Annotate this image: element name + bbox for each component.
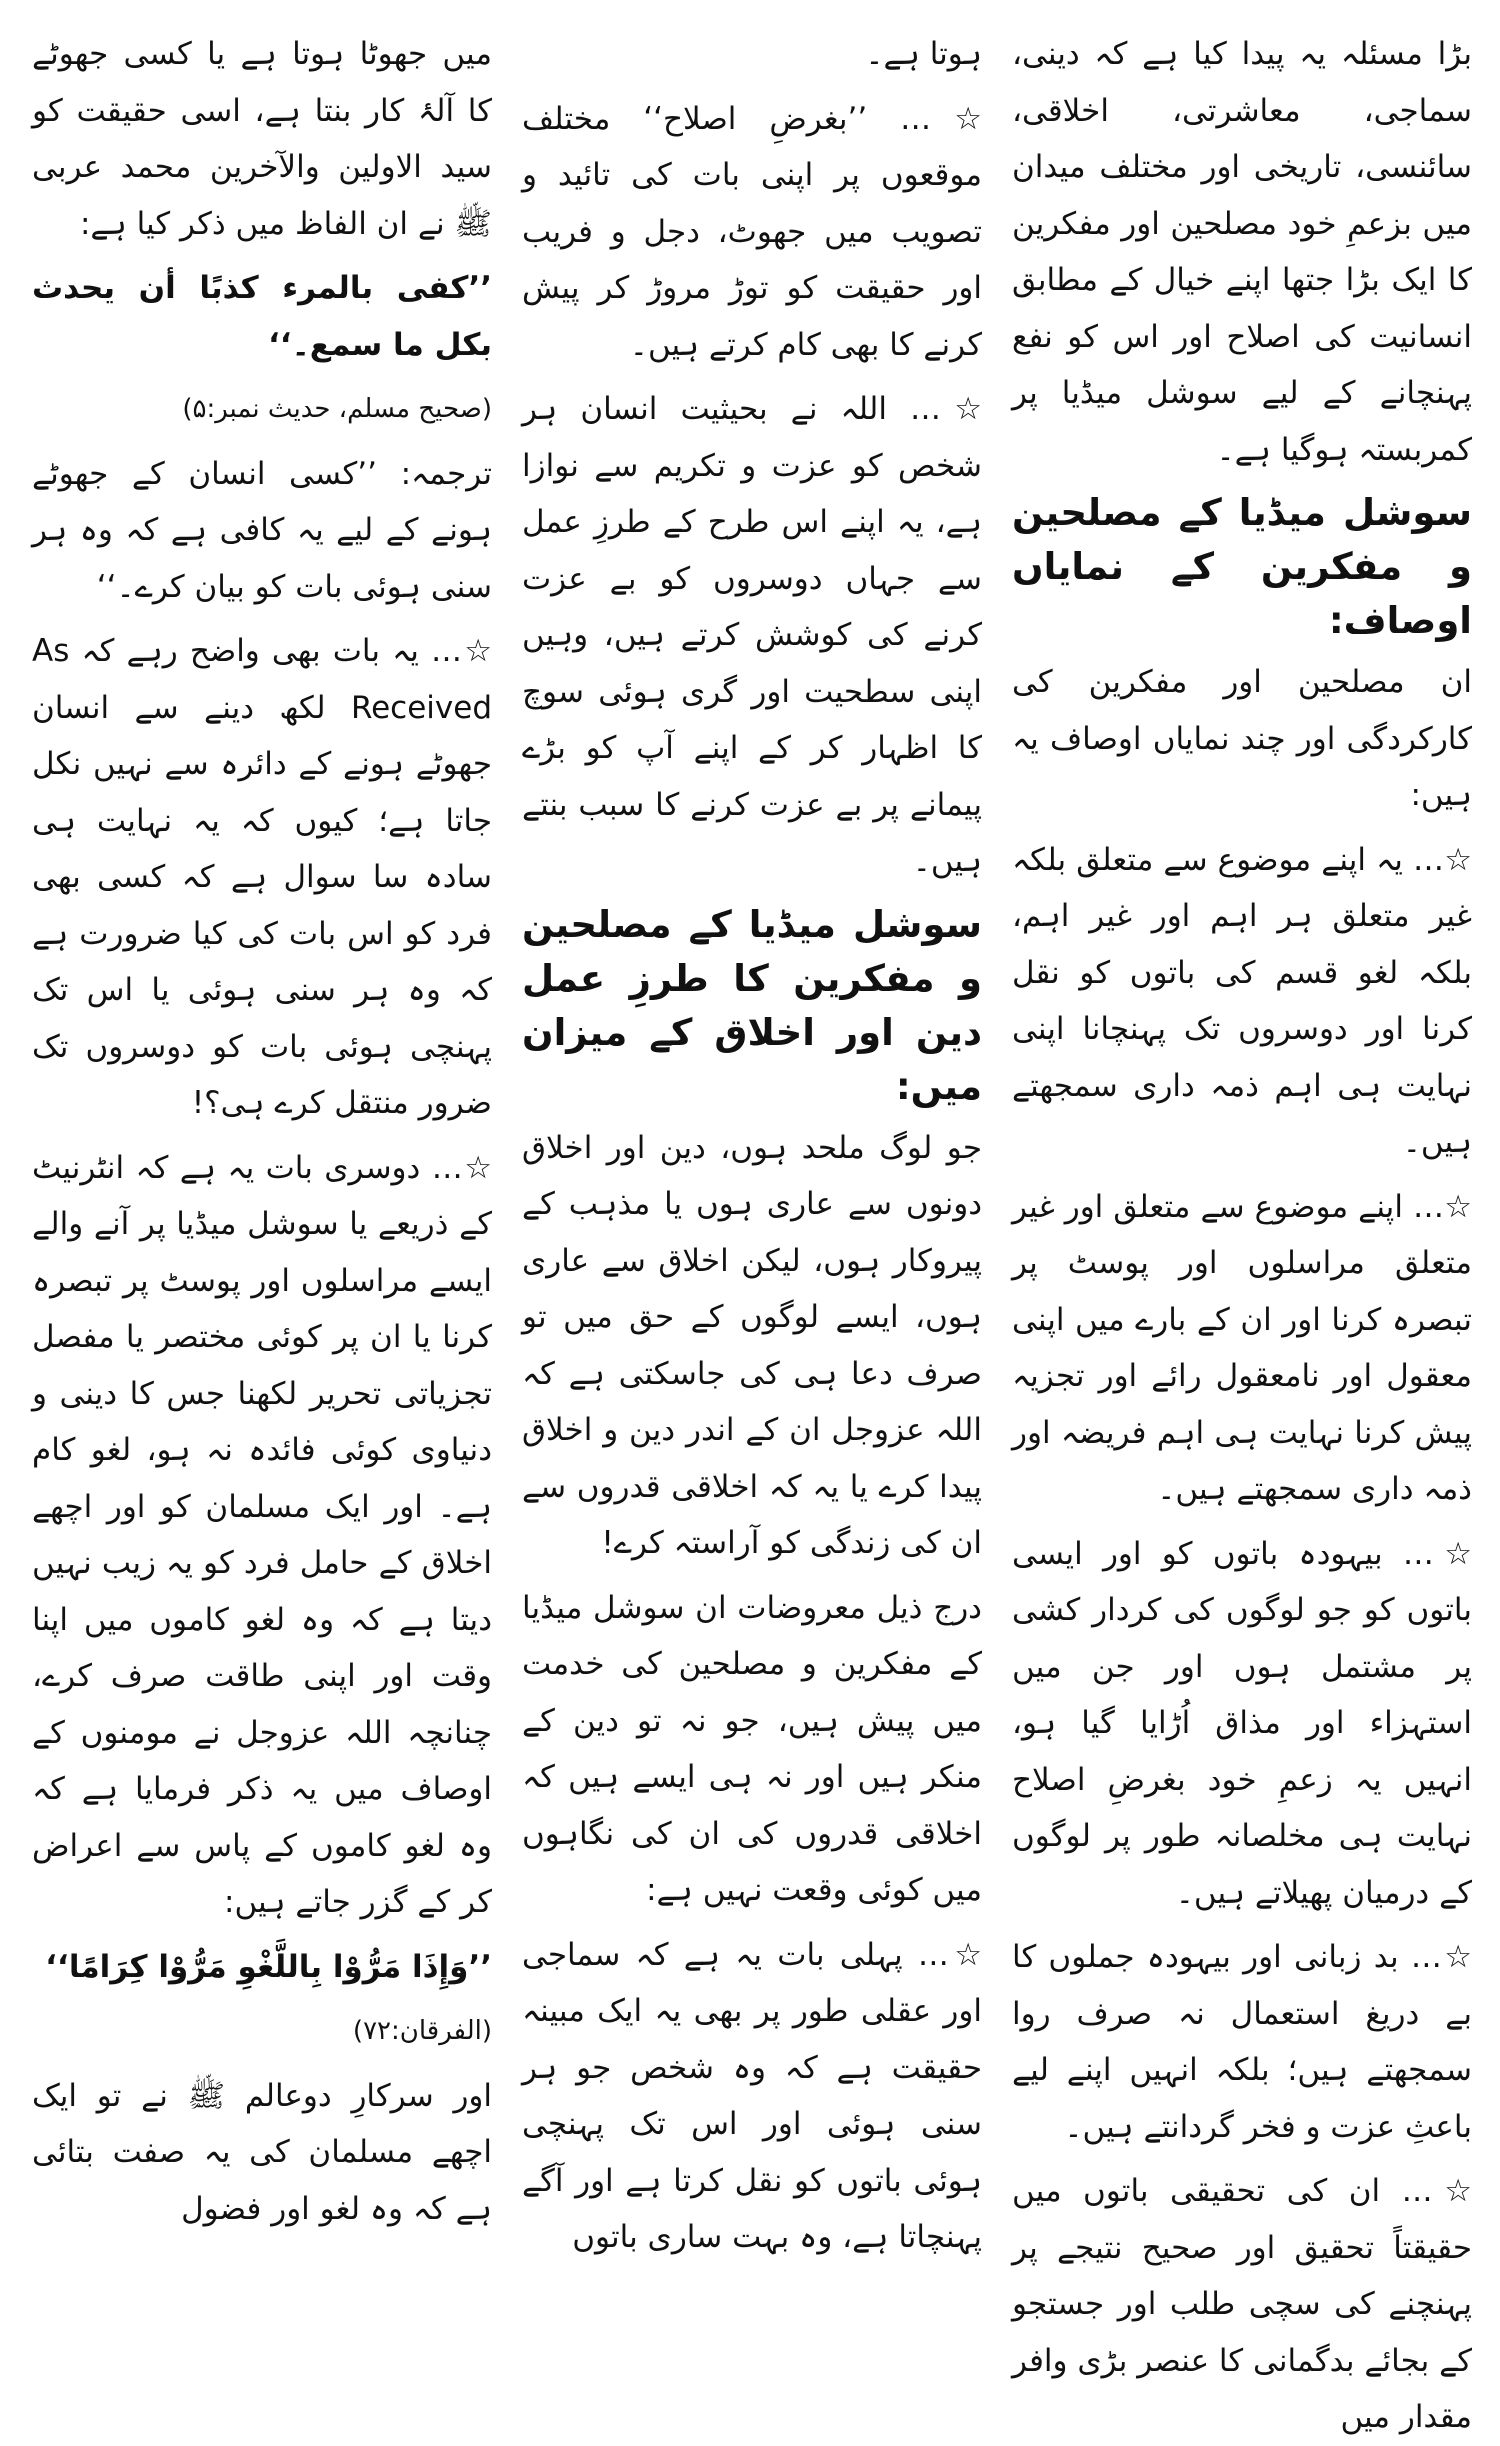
paragraph: جو لوگ ملحد ہوں، دین اور اخلاق دونوں سے عاری ہوں یا مذہب کے پیروکار ہوں، لیکن اخلاق سے عاری ہوں، ایسے لوگوں کے حق میں تو صرف دعا ہی کی جاسکتی ہے کہ اللہ عزوجل ان کے اندر دین و اخلاق پیدا کرے یا یہ کہ اخلاقی قدروں سے ان کی زندگی کو آراستہ کرے! bbox=[522, 1129, 982, 1561]
reference: (صحیح مسلم، حدیث نمبر:۵) bbox=[182, 394, 492, 424]
paragraph: درج ذیل معروضات ان سوشل میڈیا کے مفکرین و مصلحین کی خدمت میں پیش ہیں، جو نہ تو دین کے منکر ہیں اور نہ ہی ایسے ہیں کہ اخلاقی قدروں کی ان کی نگاہوں میں کوئی وقعت نہیں ہے: bbox=[522, 1589, 982, 1908]
text-column-1 bbox=[1012, 26, 1472, 2435]
text-column-2 bbox=[522, 26, 982, 2255]
paragraph: بڑا مسئلہ یہ پیدا کیا ہے کہ دینی، سماجی، معاشرتی، اخلاقی، سائنسی، تاریخی اور مختلف میدان میں بزعمِ خود مصلحین اور مفکرین کا ایک بڑا جتھا اپنے خیال کے مطابق انسانیت کی اصلاح اور اس کو نفع پہنچانے کے لیے سوشل میڈیا پر کمربستہ ہوگیا ہے۔ bbox=[1012, 36, 1472, 468]
paragraph: ☆… ’’بغرضِ اصلاح‘‘ مختلف موقعوں پر اپنی بات کی تائید و تصویب میں جھوٹ، دجل و فریب اور حقیقت کو توڑ مروڑ کر پیش کرنے کا بھی کام کرتے ہیں۔ bbox=[522, 100, 982, 363]
quotation: ’’وَإِذَا مَرُّوْا بِاللَّغْوِ مَرُّوْا كِرَامًا‘‘ bbox=[45, 1948, 492, 1985]
paragraph: ☆… دوسری بات یہ ہے کہ انٹرنیٹ کے ذریعے یا سوشل میڈیا پر آنے والے ایسے مراسلوں اور پوسٹ پر تبصرہ کرنا یا ان پر کوئی مختصر یا مفصل تجزیاتی تحریر لکھنا جس کا دینی و دنیاوی کوئی فائدہ نہ ہو، لغو کام ہے۔ اور ایک مسلمان کو اور اچھے اخلاق کے حامل فرد کو یہ زیب نہیں دیتا ہے کہ وہ لغو کاموں میں اپنا وقت اور اپنی طاقت صرف کرے، چنانچہ اللہ عزوجل نے مومنوں کے اوصاف میں یہ ذکر فرمایا ہے کہ وہ لغو کاموں کے پاس سے اعراض کر کے گزر جاتے ہیں: bbox=[32, 1149, 492, 1920]
text-column-3 bbox=[32, 26, 492, 2227]
paragraph: ☆… بد زبانی اور بیہودہ جملوں کا بے دریغ استعمال نہ صرف روا سمجھتے ہیں؛ بلکہ انہیں اپنے لیے باعثِ عزت و فخر گردانتے ہیں۔ bbox=[1012, 1939, 1472, 2145]
paragraph: ☆… یہ اپنے موضوع سے متعلق بلکہ غیر متعلق ہر اہم اور غیر اہم، بلکہ لغو قسم کی باتوں کو نقل کرنا اور دوسروں تک پہنچانا اپنی نہایت ہی اہم ذمہ داری سمجھتے ہیں۔ bbox=[1012, 841, 1472, 1160]
section-heading: سوشل میڈیا کے مصلحین و مفکرین کا طرزِ عمل دین اور اخلاق کے میزان میں: bbox=[522, 902, 982, 1108]
paragraph: ☆… پہلی بات یہ ہے کہ سماجی اور عقلی طور پر بھی یہ ایک مبینہ حقیقت ہے کہ وہ شخص جو ہر سنی ہوئی اور اس تک پہنچی ہوئی باتوں کو نقل کرتا ہے اور آگے پہنچاتا ہے، وہ بہت ساری باتوں bbox=[522, 1936, 982, 2255]
quotation: ’’کفی بالمرء کذبًا أن یحدث بکل ما سمع۔‘‘ bbox=[32, 270, 492, 363]
paragraph: ☆… اللہ نے بحیثیت انسان ہر شخص کو عزت و تکریم سے نوازا ہے، یہ اپنے اس طرح کے طرزِ عمل سے جہاں دوسروں کو بے عزت کرنے کی کوشش کرتے ہیں، وہیں اپنی سطحیت اور گری ہوئی سوچ کا اظہار کر کے اپنے آپ کو بڑے پیمانے پر بے عزت کرنے کا سبب بنتے ہیں۔ bbox=[522, 391, 982, 879]
paragraph: ☆… یہ بات بھی واضح رہے کہ As Received لکھ دینے سے انسان جھوٹے ہونے کے دائرہ سے نہیں نکل جاتا ہے؛ کیوں کہ یہ نہایت ہی سادہ سا سوال ہے کہ کسی بھی فرد کو اس بات کی کیا ضرورت ہے کہ وہ ہر سنی ہوئی یا اس تک پہنچی ہوئی بات کو دوسروں تک ضرور منتقل کرے ہی؟! bbox=[32, 633, 492, 1121]
paragraph: ترجمہ: ’’کسی انسان کے جھوٹے ہونے کے لیے یہ کافی ہے کہ وہ ہر سنی ہوئی بات کو بیان کرے۔‘‘ bbox=[32, 455, 492, 605]
paragraph: ان مصلحین اور مفکرین کی کارکردگی اور چند نمایاں اوصاف یہ ہیں: bbox=[1012, 664, 1472, 813]
section-heading: سوشل میڈیا کے مصلحین و مفکرین کے نمایاں اوصاف: bbox=[1012, 491, 1472, 642]
paragraph: ☆… بیہودہ باتوں کو اور ایسی باتوں کو جو لوگوں کی کردار کشی پر مشتمل ہوں اور جن میں استہزاء اور مذاق اُڑایا گیا ہو، انہیں یہ زعمِ خود بغرضِ اصلاح نہایت ہی مخلصانہ طور پر لوگوں کے درمیان پھیلاتے ہیں۔ bbox=[1012, 1535, 1472, 1911]
paragraph: ہوتا ہے۔ bbox=[865, 36, 982, 72]
paragraph: ☆… اپنے موضوع سے متعلق اور غیر متعلق مراسلوں اور پوسٹ پر تبصرہ کرنا اور ان کے بارے میں اپنی معقول اور نامعقول رائے اور تجزیہ پیش کرنا نہایت ہی اہم فریضہ اور ذمہ داری سمجھتے ہیں۔ bbox=[1012, 1188, 1472, 1507]
paragraph: میں جھوٹا ہوتا ہے یا کسی جھوٹے کا آلۂ کار بنتا ہے، اسی حقیقت کو سید الاولین والآخرین محمد عربی ﷺ نے ان الفاظ میں ذکر کیا ہے: bbox=[32, 36, 492, 242]
paragraph: اور سرکارِ دوعالم ﷺ نے تو ایک اچھے مسلمان کی یہ صفت بتائی ہے کہ وہ لغو اور فضول bbox=[32, 2077, 492, 2227]
reference: (الفرقان:۷۲) bbox=[352, 2016, 492, 2046]
paragraph: ☆… ان کی تحقیقی باتوں میں حقیقتاً تحقیق اور صحیح نتیجے پر پہنچنے کی سچی طلب اور جستجو کے بجائے بدگمانی کا عنصر بڑی وافر مقدار میں bbox=[1012, 2173, 1472, 2435]
